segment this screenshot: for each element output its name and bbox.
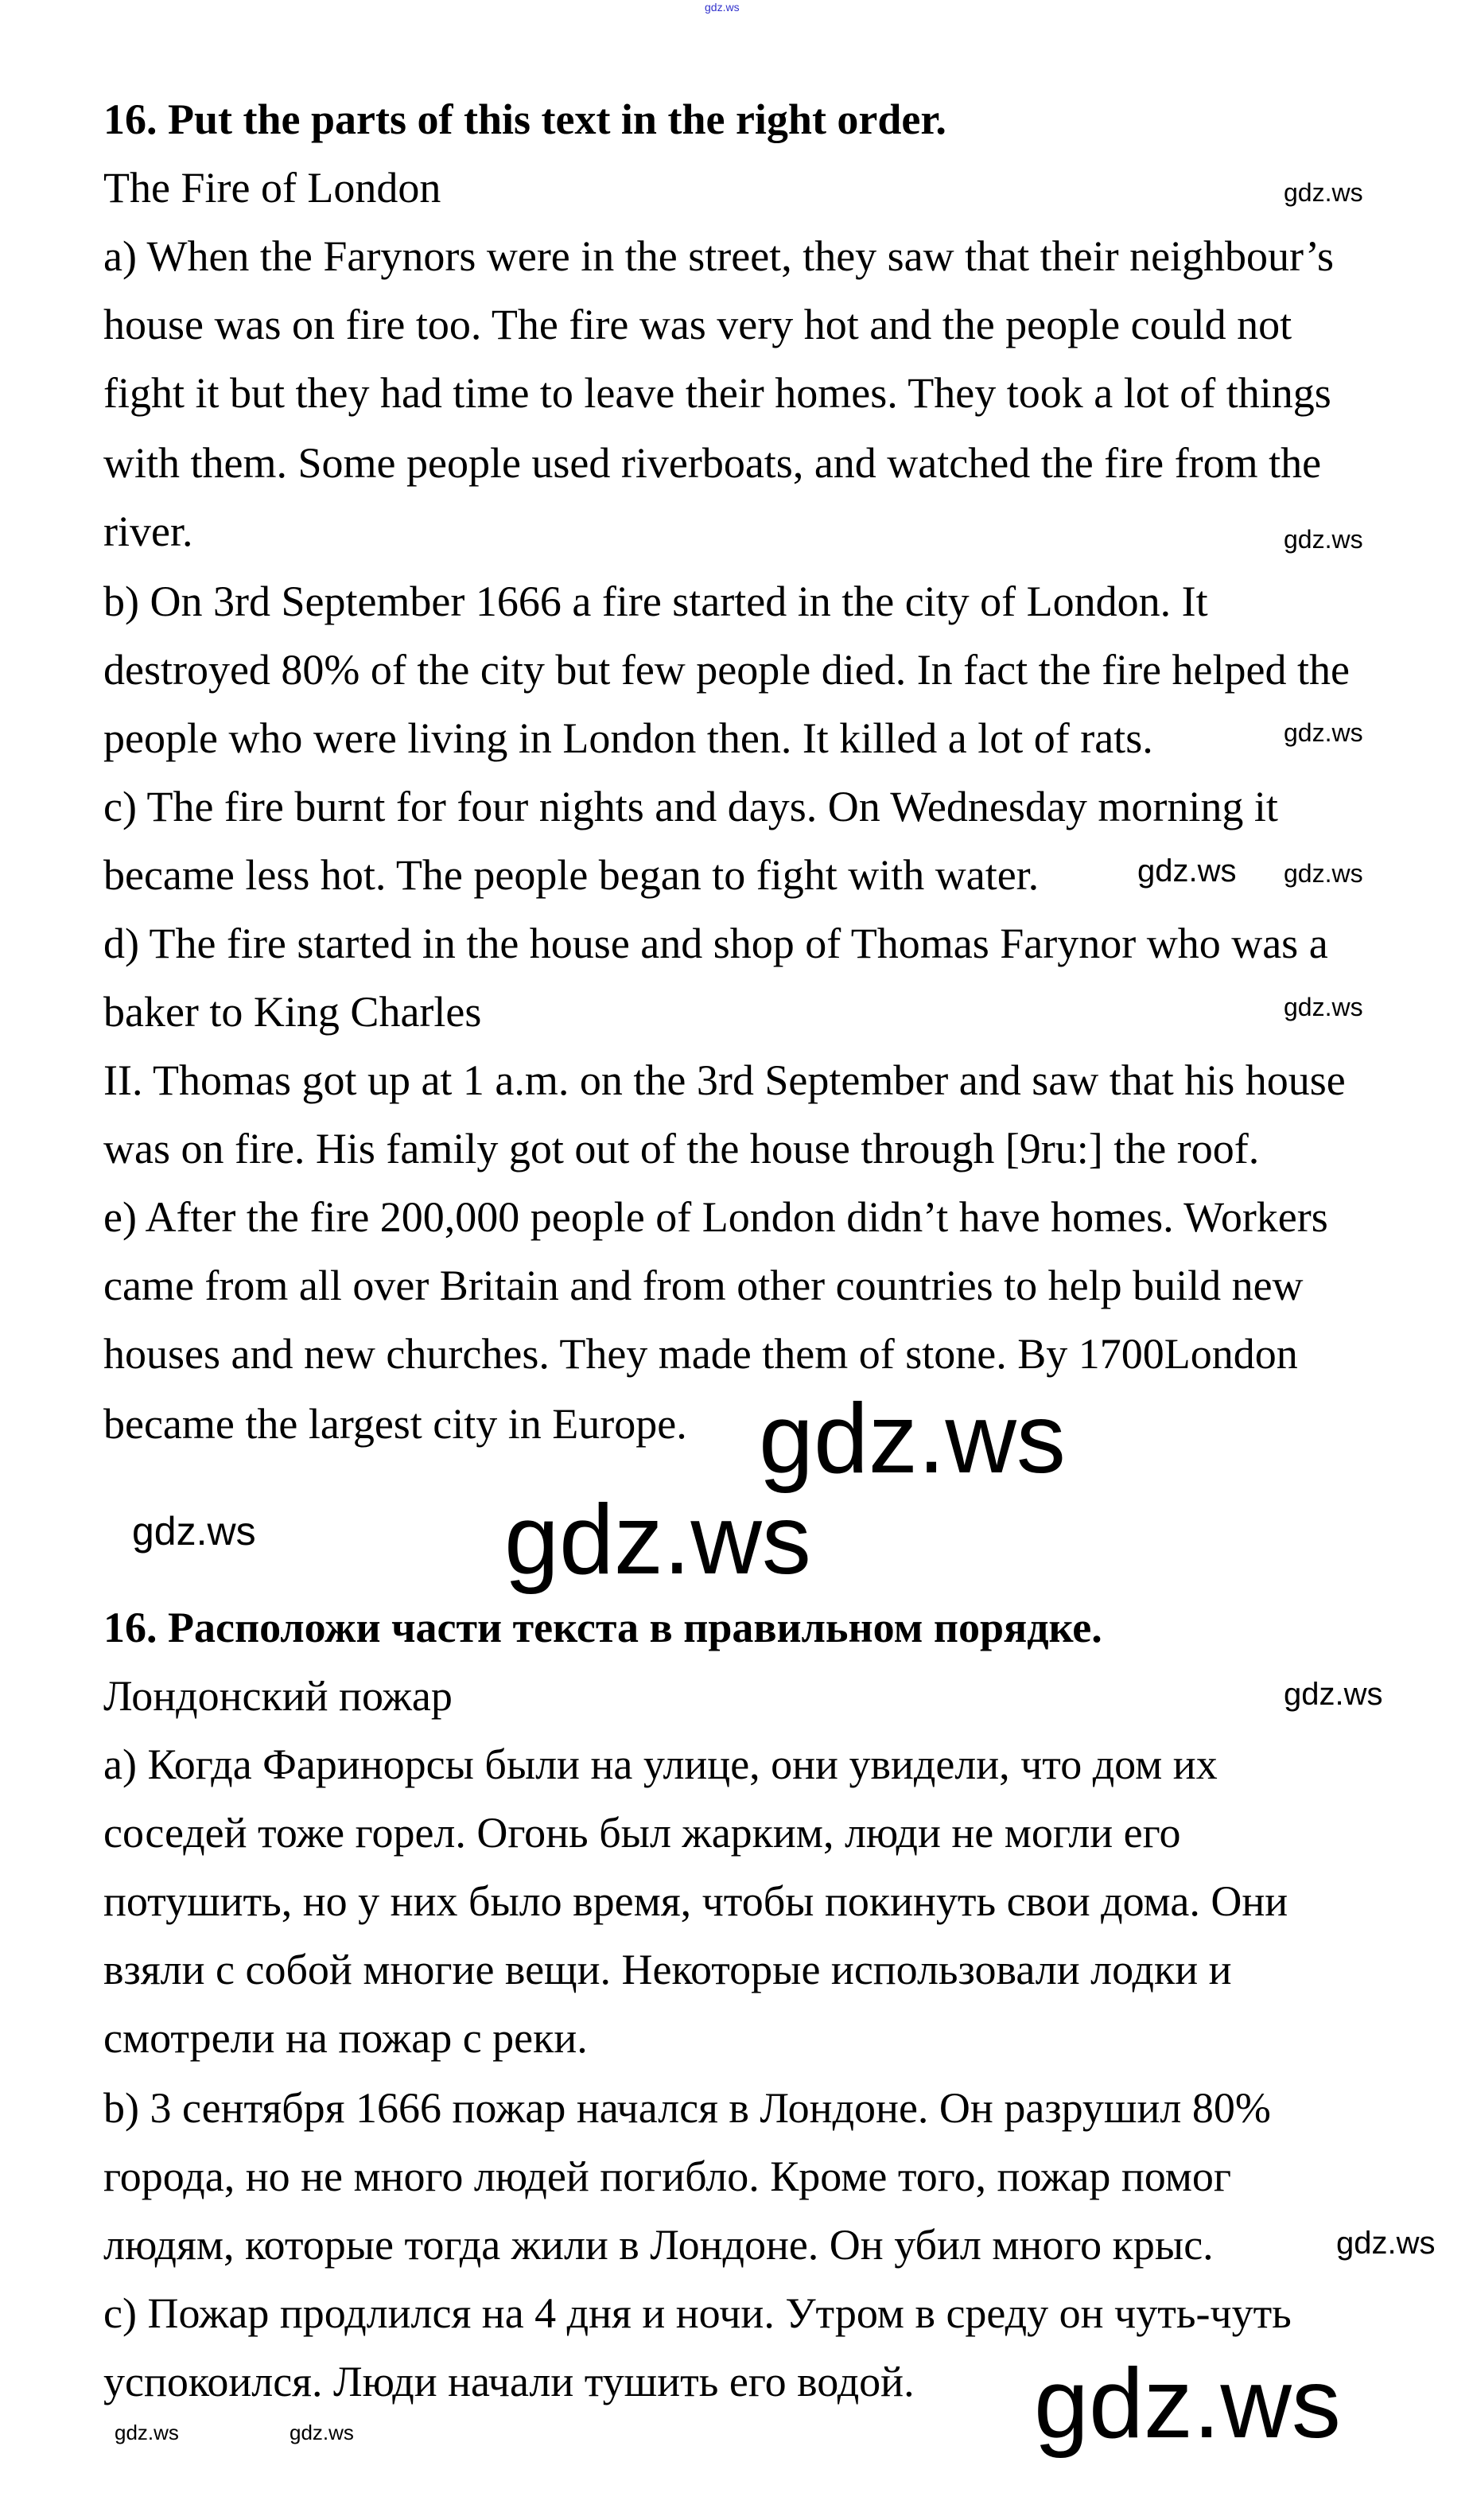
text-line: людям, которые тогда жили в Лондоне. Он убил много крыс.	[103, 2221, 1214, 2269]
watermark-text: gdz.ws	[1336, 2226, 1436, 2261]
text-line: baker to King Charles	[103, 988, 482, 1036]
text-line: II. Thomas got up at 1 a.m. on the 3rd September and saw that his house	[103, 1056, 1346, 1104]
text-line: успокоился. Люди начали тушить его водой.	[103, 2358, 915, 2405]
watermark-text: gdz.ws	[1284, 525, 1363, 554]
text-line: взяли с собой многие вещи. Некоторые использовали лодки и	[103, 1946, 1232, 1993]
watermark-large: gdz.ws	[1034, 2349, 1341, 2459]
text-title-en: The Fire of London	[103, 164, 441, 212]
text-line: people who were living in London then. It killed a lot of rats.	[103, 714, 1153, 762]
text-line: became the largest city in Europe.	[103, 1400, 687, 1448]
text-line: смотрели на пожар с реки.	[103, 2014, 588, 2062]
text-line: became less hot. The people began to fight with water.	[103, 851, 1040, 899]
text-line: with them. Some people used riverboats, and watched the fire from the	[103, 439, 1322, 487]
text-line: b) On 3rd September 1666 a fire started in the city of London. It	[103, 578, 1208, 625]
text-line: соседей тоже горел. Огонь был жарким, люди не могли его	[103, 1809, 1181, 1857]
text-line: потушить, но у них было время, чтобы покинуть свои дома. Они	[103, 1877, 1288, 1925]
watermark-large: gdz.ws	[504, 1485, 811, 1595]
watermark-large: gdz.ws	[759, 1384, 1066, 1494]
text-line: b) 3 сентября 1666 пожар начался в Лондоне. Он разрушил 80%	[103, 2084, 1271, 2132]
exercise-heading-en: 16. Put the parts of this text in the right order.	[103, 95, 946, 143]
text-title-ru: Лондонский пожар	[103, 1672, 453, 1720]
watermark-text: gdz.ws	[1137, 854, 1237, 889]
watermark-text: gdz.ws	[290, 2421, 354, 2444]
watermark-text: gdz.ws	[132, 1509, 256, 1554]
text-line: a) Когда Фаринорсы были на улице, они увидели, что дом их	[103, 1740, 1218, 1788]
text-line: river.	[103, 508, 193, 555]
text-line: house was on fire too. The fire was very hot and the people could not	[103, 301, 1292, 348]
watermark-text: gdz.ws	[1284, 1677, 1383, 1712]
text-line: came from all over Britain and from other countries to help build new	[103, 1262, 1304, 1309]
exercise-heading-ru: 16. Расположи части текста в правильном порядке.	[103, 1604, 1102, 1651]
text-line: houses and new churches. They made them of stone. By 1700London	[103, 1330, 1298, 1378]
watermark-text: gdz.ws	[1284, 178, 1363, 207]
text-line: города, но не много людей погибло. Кроме того, пожар помог	[103, 2152, 1232, 2200]
text-line: d) The fire started in the house and shop of Thomas Farynor who was a	[103, 920, 1328, 967]
text-line: c) Пожар продлился на 4 дня и ночи. Утром в среду он чуть-чуть	[103, 2289, 1292, 2337]
text-line: fight it but they had time to leave their homes. They took a lot of things	[103, 369, 1331, 417]
watermark-text: gdz.ws	[1284, 718, 1363, 747]
watermark-text: gdz.ws	[115, 2421, 179, 2444]
watermark-text: gdz.ws	[705, 1, 740, 14]
text-line: a) When the Farynors were in the street, they saw that their neighbour’s	[103, 232, 1335, 280]
watermark-text: gdz.ws	[1284, 993, 1363, 1021]
watermark-text: gdz.ws	[1284, 859, 1363, 888]
text-line: destroyed 80% of the city but few people died. In fact the fire helped the	[103, 646, 1350, 694]
text-line: was on fire. His family got out of the house through [9ru:] the roof.	[103, 1125, 1260, 1172]
text-line: c) The fire burnt for four nights and days. On Wednesday morning it	[103, 783, 1278, 830]
text-line: e) After the fire 200,000 people of London didn’t have homes. Workers	[103, 1193, 1328, 1241]
